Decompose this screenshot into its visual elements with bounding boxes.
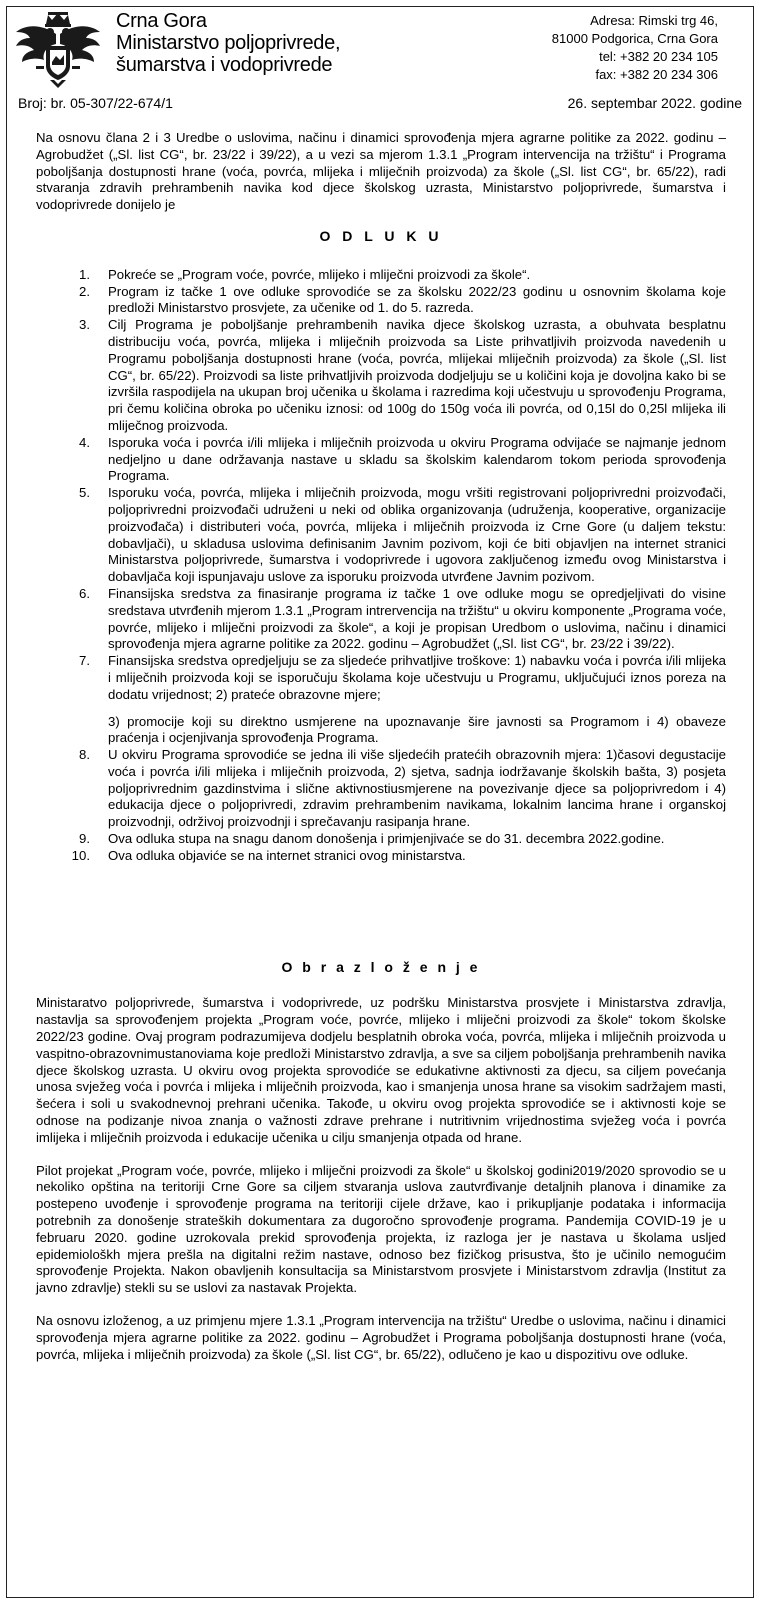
item-number: 1. — [79, 266, 90, 282]
ministry-line: šumarstva i vodoprivrede — [116, 54, 333, 76]
reference-number: Broj: br. 05-307/22-674/1 — [18, 95, 173, 111]
explanation-title: O b r a z l o ž e n j e — [281, 958, 481, 975]
item-text: Finansijska sredstva opredjeljuju se za sljedeće prihvatljive troškove: 1) nabavku voća i povrća i/ili mlijeka i mliječnih proizvoda koji se isporučuju školama koje učestvuju u Programu, uključujući iznos poreza na dodatu vrijednost; 2) prateće obrazovne mjere; — [108, 653, 726, 702]
address-line: fax: +382 20 234 306 — [595, 67, 718, 82]
item-number: 2. — [79, 283, 90, 299]
address-line: 81000 Podgorica, Crna Gora — [551, 31, 718, 46]
document-body — [36, 130, 726, 1379]
address-line: Adresa: Rimski trg 46, — [590, 13, 718, 28]
contact-address — [552, 12, 718, 84]
decision-item — [36, 267, 726, 284]
item-number: 6. — [79, 585, 90, 601]
decision-item — [36, 653, 726, 747]
ministry-name — [116, 10, 340, 76]
item-text: Pokreće se „Program voće, povrće, mlijeko i mliječni proizvodi za škole“. — [108, 266, 531, 282]
item-number: 8. — [79, 747, 90, 763]
explanation-paragraph: Na osnovu izloženog, a uz primjenu mjere 1.3.1 „Program intervencija na tržištu“ Uredbe o uslovima, načinu i dinamici sprovođenja mjera agrarne politike za 2022. godinu – Agrobudžet i Programa poboljšanja dostupnosti hrane (voća, povrća, mlijeka i mliječnih proizvoda) za škole („Sl. list CG“, br. 65/22), odlučeno je kao u dispozitivu ove odluke. — [36, 1313, 726, 1362]
address-line: tel: +382 20 234 105 — [599, 49, 718, 64]
explanation-paragraph: Ministaratvo poljoprivrede, šumarstva i vodoprivrede, uz podršku Ministarstva prosvjete i Ministarstva zdravlja, nastavlja sa sprovođenjem projekta „Program voće, povrće, mlijeko i mliječni proizvodi za škole“ tokom školske 2022/23 godine. Ovaj program podrazumijeva dodjelu besplatnih obroka voća, povrća, mlijeka i mliječnih proizvoda u vaspitno-obrazovnimustanoviama koje predloži Ministarstvo zdravlja, a sve sa ciljem poboljšanja prehrambenih navika djece školskog uzrasta. U okviru ovog projekta sprovodiće se edukativne aktivnosti za djecu, sa ciljem povećanja unosa svježeg voća i povrća i mlijeka i mliječnih proizvoda, kao i smanjenja unosa hrane sa visokim sadržajem masti, šećera i soli u svakodnevnoj prehrani učenika. Takođe, u okviru ovog projekta sprovodiće se i aktivnosti koje se odnose na podizanje nivoa znanja o važnosti zdrave prehrane i nutritivnim vrijednostima svježeg voća i povrća imlijeka i mliječnih proizvoda i edukacije učenika u cilju smanjenja otpada od hrane. — [36, 995, 726, 1145]
item-text: U okviru Programa sprovodiće se jedna ili više sljedećih pratećih obrazovnih mjera: 1)časovi degustacije voća i povrća i/ili mlijeka i mliječnih proizvoda, 2) sjetva, sadnja iodržavanje školskih bašta, 3) posjeta poljoprivrednim gazdinstvima i slične aktivnostiusmjerene na povezivanje djece sa poljoprivredom i 4) edukacija djece o poljoprivredi, zdravim prehrambenim navikama, lokalnim lancima hrane i organskoj proizvodnji, održivoj proizvodnji i sprečavanju rasipanja hrane. — [108, 747, 726, 830]
item-number: 3. — [79, 317, 90, 333]
explanation-paragraph: Pilot projekat „Program voće, povrće, mlijeko i mliječni proizvodi za škole“ u školskoj godini2019/2020 sprovodio se u nekoliko opština na teritoriji Crne Gore sa ciljem stvaranja uslova zautvrđivanje detaljnih planova i dinamike za postepeno uvođenje i sprovođenje programa na teritoriji cijele države, kao i prikupljanje podataka i informacija potrebnih za donošenje strateških dokumentara za dugoročno sprovođenje programa. Pandemija COVID-19 je u februaru 2020. godine uzrokovala prekid sprovođenja projekta, iz razloga jer je nastava u školama usljed epidemiološkh mjera prešla na digitalni režim nastave, odnoso bez fizičkog prisustva, što je učinilo nemogućim sprovođenje Projekta. Nakon obavljenih konsultacija sa Ministarstvom prosvjete i Ministarstvom zdravlja (Institut za javno zdravlje) stekli su se uslovi za nastavak Projekta. — [36, 1162, 726, 1296]
item-text: Isporuka voća i povrća i/ili mlijeka i mliječnih proizvoda u okviru Programa odvijaće se najmanje jednom nedjeljno u dane održavanja nastave u skladu sa školskim kalendarom tokom perioda sprovođenja Programa. — [108, 434, 726, 484]
item-text: Isporuku voća, povrća, mlijeka i mliječnih proizvoda, mogu vršiti registrovani poljoprivredni proizvođači, poljoprivredni proizvođači udruženi u neki od oblika organizovanja (udruženja, kooperative, organizacije proizvođača) i distributeri voća, povrća, mlijeka i mliječnih proizvoda iz Crne Gore (u daljem tekstu: dobavljači), u skladusa uslovima definisanim Javnim pozivom, koji će biti objavljen na internet stranici Ministarstva poljoprivrede, šumarstva i vodoprivrede i ugovora zaključenog između ovog Ministarstva i dobavljača koji ispunjavaju uslove za isporuku proizvoda utvrđene Javnim pozivom. — [108, 485, 726, 585]
decision-item — [36, 317, 726, 435]
item-text: Ova odluka stupa na snagu danom donošenja i primjenjivaće se do 31. decembra 2022.godine. — [108, 831, 665, 847]
letterhead — [0, 0, 762, 111]
document-date: 26. septembar 2022. godine — [567, 95, 742, 111]
item-text: Cilj Programa je poboljšanje prehrambenih navika djece školskog uzrasta, a obuhvata besplatnu distribuciju voća, povrća, mlijeka i mliječnih proizvoda sa Liste prihvatljivih proizvoda navedenih u Programu poboljšanja dostupnosti hrane (voća, povrća, mlijekai mliječnih proizvoda) za škole („Sl. list CG“, br. 65/22). Proizvodi sa liste prihvatljivih proizvoda dodjeljuju se u količini koja je dovoljna kako bi se izvršila raspodijela na ukupan broj učenika u školama i razredima koji učestvuju u sprovođenju Programa, pri čemu količina obroka po učeniku iznosi: od 100g do 150g voća ili povrća, od 0,15l do 0,25l mlijeka ili mliječnog proizvoda. — [108, 317, 726, 433]
decision-item — [36, 586, 726, 653]
intro-paragraph: Na osnovu člana 2 i 3 Uredbe o uslovima, načinu i dinamici sprovođenja mjera agrarne politike za 2022. godinu – Agrobudžet („Sl. list CG“, br. 23/22 i 39/22), a u vezi sa mjerom 1.3.1 „Program intervencija na tržištu“ i Programa poboljšanja dostupnosti hrane (voća, povrća, mlijeka i mliječnih proizvoda) za škole („Sl. list CG“, br. 65/22), radi stvaranja zdravih prehrambenih navika kod djece školskog uzrasta, Ministarstvo poljoprivrede, šumarstva i vodoprivrede donijelo je — [36, 130, 726, 213]
ministry-line: Crna Gora — [116, 10, 207, 32]
decision-items — [36, 267, 726, 865]
item-text: Ova odluka objaviće se na internet stranici ovog ministarstva. — [108, 847, 466, 863]
item-number: 7. — [79, 653, 90, 669]
item-continuation: 3) promocije koji su direktno usmjerene na upoznavanje šire javnosti sa Programom i 4) obaveze praćenja i ocjenjivanja sprovođenja Programa. — [108, 713, 726, 746]
decision-item — [36, 848, 726, 865]
item-text: Program iz tačke 1 ove odluke sprovodiće se za školsku 2022/23 godinu u osnovnim školama koje predloži Ministarstvo prosvjete, za učenike od 1. do 5. razreda. — [108, 283, 726, 316]
ministry-line: Ministarstvo poljoprivrede, — [116, 32, 341, 54]
decision-item — [36, 831, 726, 848]
item-number: 5. — [79, 485, 90, 501]
decision-item — [36, 435, 726, 485]
coat-of-arms-icon — [12, 10, 104, 90]
item-number: 10. — [71, 847, 90, 863]
item-number: 4. — [79, 434, 90, 450]
decision-item — [36, 284, 726, 318]
reference-line — [18, 95, 742, 113]
decision-title: O D L U K U — [319, 227, 443, 244]
decision-item — [36, 747, 726, 831]
item-text: Finansijska sredstva za finasiranje programa iz tačke 1 ove odluke mogu se opredjeljivati do visine sredstava utvrđenih mjerom 1.3.1 „Program intrervencija na tržištu“ u okviru komponente „Programa voće, povrće, mlijeko i mliječni proizvodi za škole“, a koji je propisan Uredbom o uslovima, načinu i dinamici sprovođenja mjera agrarne politike za 2022. godinu – Agrobudžet („Sl. list CG“, br. 23/22 i 39/22). — [108, 585, 726, 652]
decision-item — [36, 485, 726, 586]
item-number: 9. — [79, 831, 90, 847]
